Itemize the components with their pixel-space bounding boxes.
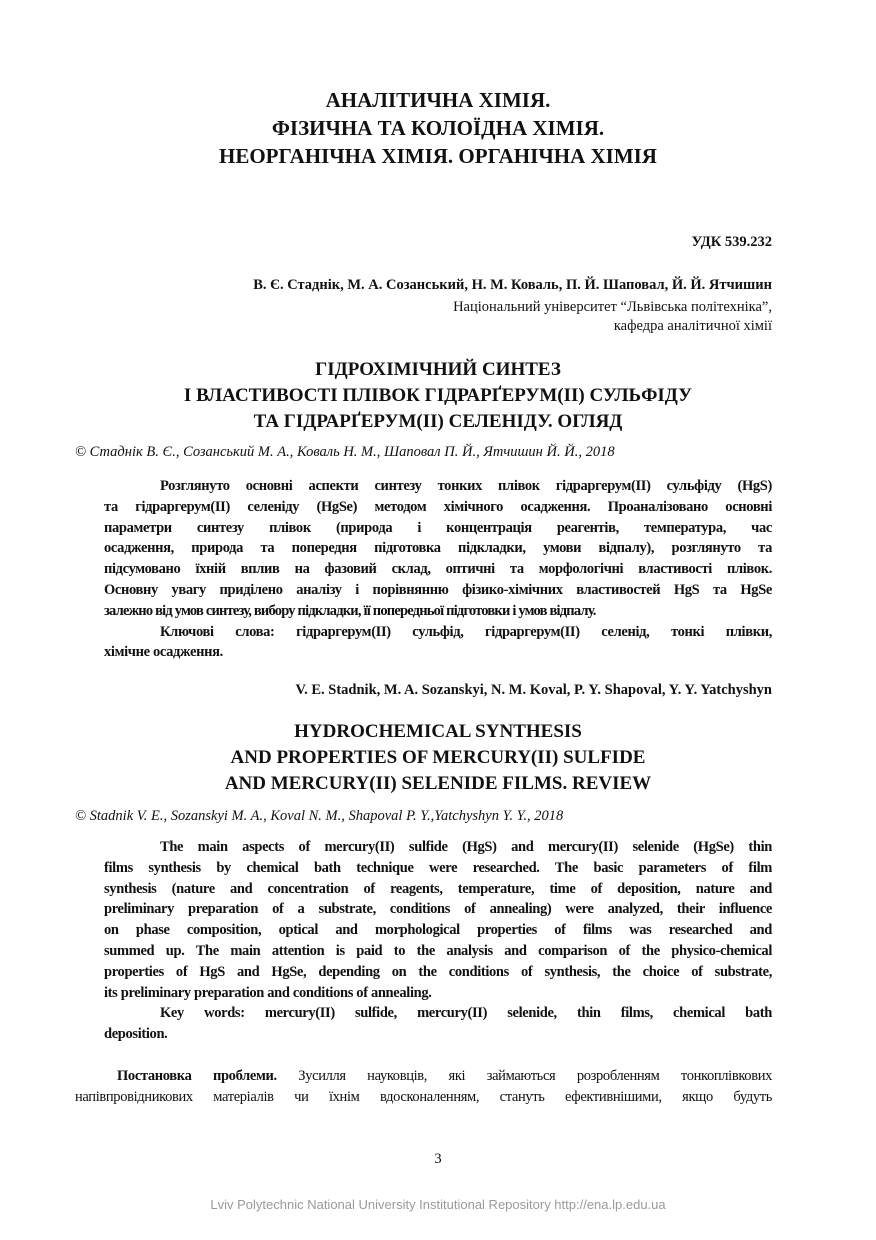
section-title-line: НЕОРГАНІЧНА ХІМІЯ. ОРГАНІЧНА ХІМІЯ [219,144,657,168]
abstract-line: synthesis (nature and concentration of reagents, temperature, time of deposition, nature and [104,880,772,897]
abstract-line: Основну увагу приділено аналізу і порівнянню фізико-хімічних властивостей HgS та HgSe [104,581,772,598]
problem-text: Зусилля науковців, які займаються розробленням тонкоплівкових [298,1068,772,1084]
section-title-line: АНАЛІТИЧНА ХІМІЯ. [325,88,551,112]
page-number: 3 [434,1151,442,1167]
abstract-line: та гідраргерум(ІІ) селеніду (HgSe) методом хімічного осадження. Проаналізовано основні [104,498,772,515]
title-line: HYDROCHEMICAL SYNTHESIS [294,721,582,742]
title-line: ГІДРОХІМІЧНИЙ СИНТЕЗ [315,359,561,380]
article-title-en [0,719,876,797]
affiliation-line: Національний університет “Львівська політехніка”, [453,299,772,315]
problem-statement [75,1066,772,1108]
udk-code: УДК 539.232 [691,234,772,250]
title-line: ТА ГІДРАРҐЕРУМ(ІІ) СЕЛЕНІДУ. ОГЛЯД [253,411,623,432]
keywords-ua: хімічне осадження. [104,644,223,661]
title-line: AND MERCURY(II) SELENIDE FILMS. REVIEW [224,773,652,794]
abstract-en [104,837,772,1045]
abstract-line: properties of HgS and HgSe, depending on the conditions of synthesis, the choice of substrate, [104,963,772,980]
section-title [0,86,876,170]
abstract-line: films synthesis by chemical bath technique were researched. The basic parameters of film [104,859,772,876]
copyright-en: © Stadnik V. E., Sozanskyi M. A., Koval N. M., Shapoval P. Y.,Yatchyshyn Y. Y., 2018 [75,808,564,824]
title-line: І ВЛАСТИВОСТІ ПЛІВОК ГІДРАРҐЕРУМ(ІІ) СУЛЬФІДУ [183,385,693,406]
abstract-line: its preliminary preparation and conditions of annealing. [104,984,432,1001]
abstract-ua [104,476,772,663]
abstract-line: Розглянуто основні аспекти синтезу тонких плівок гідраргерум(ІІ) сульфіду (HgS) [160,478,772,494]
abstract-line: осадження, природа та попередня підготовка підкладки, умови відпалу), розглянуто та [104,540,772,557]
keywords-ua: Ключові слова: гідраргерум(ІІ) сульфід, гідраргерум(ІІ) селенід, тонкі плівки, [160,623,772,640]
affiliation-line: кафедра аналітичної хімії [613,318,772,334]
abstract-line: preliminary preparation of a substrate, conditions of annealing) were analyzed, their influence [104,901,772,918]
abstract-line: залежно від умов синтезу, вибору підкладки, її попередньої підготовки і умов відпалу. [104,602,596,619]
article-title-ua [0,357,876,435]
abstract-line: The main aspects of mercury(II) sulfide (HgS) and mercury(II) selenide (HgSe) thin [160,839,772,855]
abstract-line: on phase composition, optical and morphological properties of films was researched and [104,922,772,939]
affiliation [453,298,772,336]
keywords-en: Key words: mercury(II) sulfide, mercury(II) selenide, thin films, chemical bath [160,1005,772,1022]
problem-line [75,1066,772,1087]
authors-ua: В. Є. Стаднік, М. А. Созанський, Н. М. Коваль, П. Й. Шаповал, Й. Й. Ятчишин [253,277,772,293]
copyright-ua: © Стаднік В. Є., Созанський М. А., Коваль Н. М., Шаповал П. Й., Ятчишин Й. Й., 2018 [75,444,615,460]
problem-heading: Постановка проблеми. [117,1068,277,1084]
repository-footer: Lviv Polytechnic National University Institutional Repository http://ena.lp.edu.ua [210,1197,666,1212]
abstract-line: параметри синтезу плівок (природа і концентрація реагентів, температура, час [104,519,772,536]
authors-en: V. E. Stadnik, M. A. Sozanskyi, N. M. Koval, P. Y. Shapoval, Y. Y. Yatchyshyn [295,682,772,698]
title-line: AND PROPERTIES OF MERCURY(II) SULFIDE [230,747,646,768]
abstract-line: підсумовано їхній вплив на фазовий склад, оптичні та морфологічні властивості плівок. [104,561,772,578]
problem-line: напівпровідникових матеріалів чи їхнім вдосконаленням, стануть ефективнішими, якщо будуть [75,1089,772,1105]
keywords-en: deposition. [104,1026,168,1043]
section-title-line: ФІЗИЧНА ТА КОЛОЇДНА ХІМІЯ. [271,116,605,140]
abstract-line: summed up. The main attention is paid to the analysis and comparison of the physico-chemical [104,942,772,959]
